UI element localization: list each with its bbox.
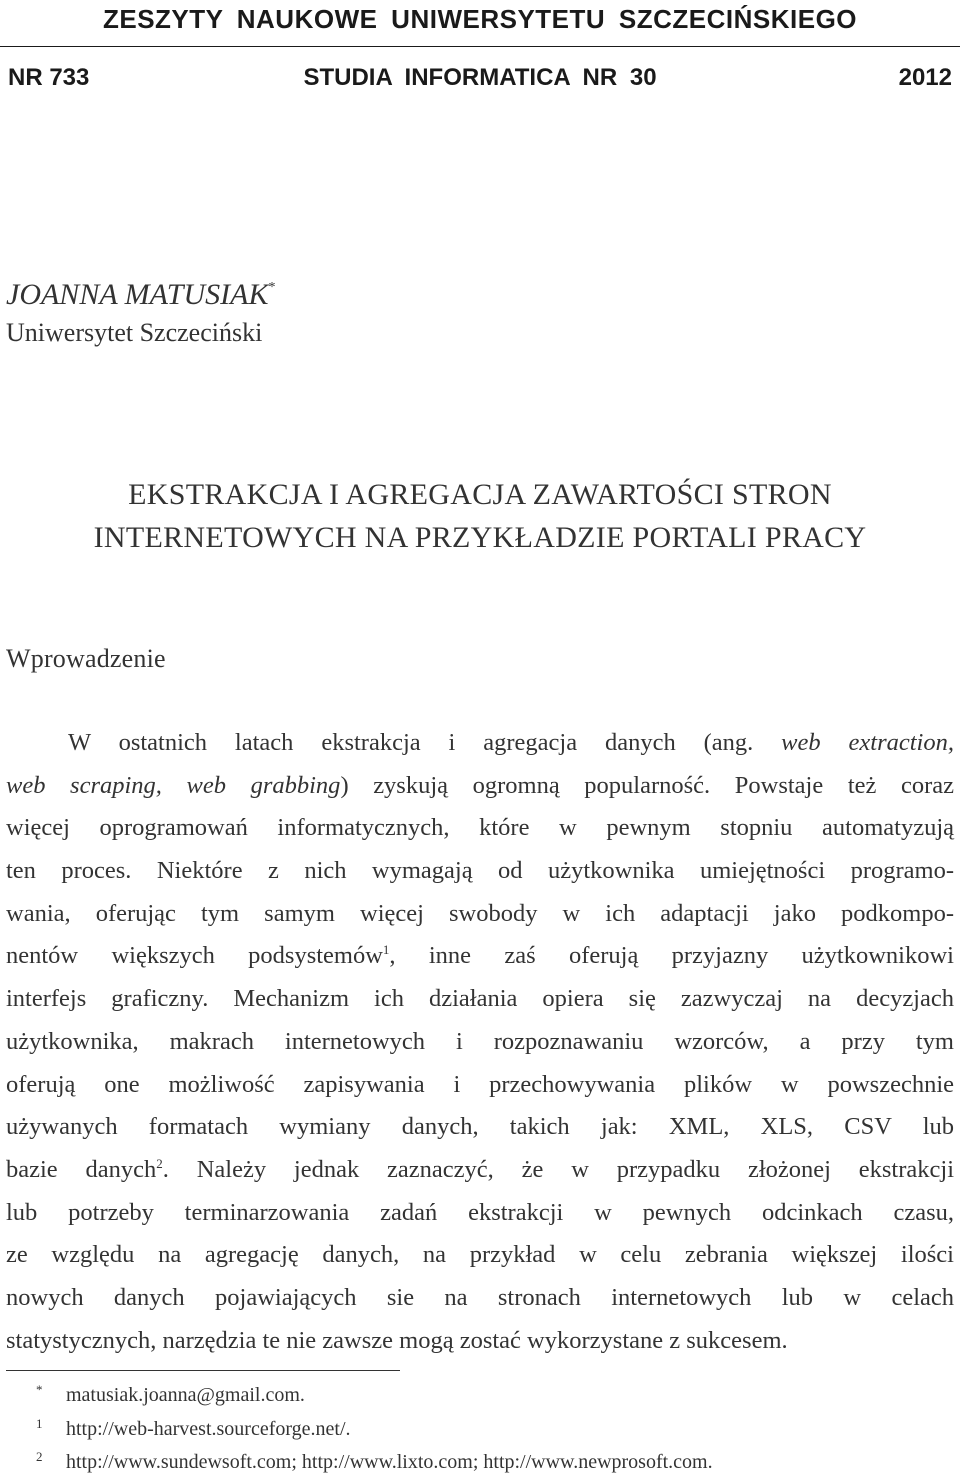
body-line: wania, oferując tym samym więcej swobody w ich adaptacji jako podkompo-	[6, 899, 954, 927]
body-line: bazie danych$^2$. Należy jednak zaznaczyć, że w przypadku złożonej ekstrakcji	[6, 1155, 954, 1183]
footnote-text: http://www.sundewsoft.com; http://www.lixto.com; http://www.newprosoft.com.	[66, 1451, 713, 1473]
body-line: web scraping, web grabbing) zyskują ogromną popularność. Powstaje też coraz	[6, 771, 955, 799]
footnote-mark: 1	[36, 1416, 43, 1431]
body-line: lub potrzeby terminarzowania zadań ekstrakcji w pewnych odcinkach czasu,	[6, 1198, 954, 1226]
author-name	[6, 278, 276, 312]
body-line: W ostatnich latach ekstrakcja i agregacja danych (ang. web extraction,	[68, 729, 954, 756]
body-line: ten proces. Niektóre z nich wymagają od użytkownika umiejętności programo-	[6, 857, 954, 885]
paper-title-line-2: INTERNETOWYCH NA PRZYKŁADZIE PORTALI PRACY	[93, 521, 867, 554]
footnote-text: http://web-harvest.sourceforge.net/.	[66, 1418, 351, 1440]
author-affiliation: Uniwersytet Szczeciński	[6, 318, 263, 347]
journal-title: ZESZYTY NAUKOWE UNIWERSYTETU SZCZECIŃSKIEGO	[102, 4, 858, 34]
body-line: oferują one możliwość zapisywania i przechowywania plików w powszechnie	[6, 1070, 954, 1098]
body-text	[6, 722, 954, 1362]
body-line: nowych danych pojawiających sie na stronach internetowych lub w celach	[6, 1283, 954, 1311]
footnote-rule	[6, 1370, 400, 1371]
header-rule	[0, 46, 960, 47]
publication-year: 2012	[898, 64, 952, 91]
author-name-text: JOANNA MATUSIAK	[6, 278, 269, 311]
section-heading: Wprowadzenie	[6, 644, 166, 673]
author-footnote-mark: *	[268, 280, 276, 295]
body-line: użytkownika, makrach internetowych i rozpoznawaniu wzorców, a przy tym	[6, 1027, 954, 1055]
footnote-ref-1: 1	[382, 942, 390, 958]
paper-title-line-1: EKSTRAKCJA I AGREGACJA ZAWARTOŚCI STRON	[128, 478, 832, 511]
body-line: więcej oprogramowań informatycznych, które w pewnym stopniu automatyzują	[6, 814, 954, 842]
body-line: nentów większych podsystemów$^1$, inne zaś oferują przyjazny użytkownikowi	[6, 942, 954, 970]
body-line: używanych formatach wymiany danych, takich jak: XML, XLS, CSV lub	[6, 1113, 954, 1141]
body-line: statystycznych, narzędzia te nie zawsze mogą zostać wykorzystane z sukcesem.	[6, 1326, 788, 1354]
series-name: STUDIA INFORMATICA NR 30	[303, 64, 657, 91]
issue-number: NR 733	[8, 64, 90, 91]
footnote-mark: *	[36, 1382, 43, 1397]
footnote-ref-2: 2	[156, 1155, 163, 1171]
body-line: ze względu na agregację danych, na przykład w celu zebrania większej ilości	[6, 1241, 954, 1269]
footnote-mark: 2	[36, 1449, 43, 1464]
footnote-text: matusiak.joanna@gmail.com.	[66, 1384, 305, 1406]
body-line: interfejs graficzny. Mechanizm ich działania opiera się zazwyczaj na decyzjach	[6, 985, 954, 1013]
